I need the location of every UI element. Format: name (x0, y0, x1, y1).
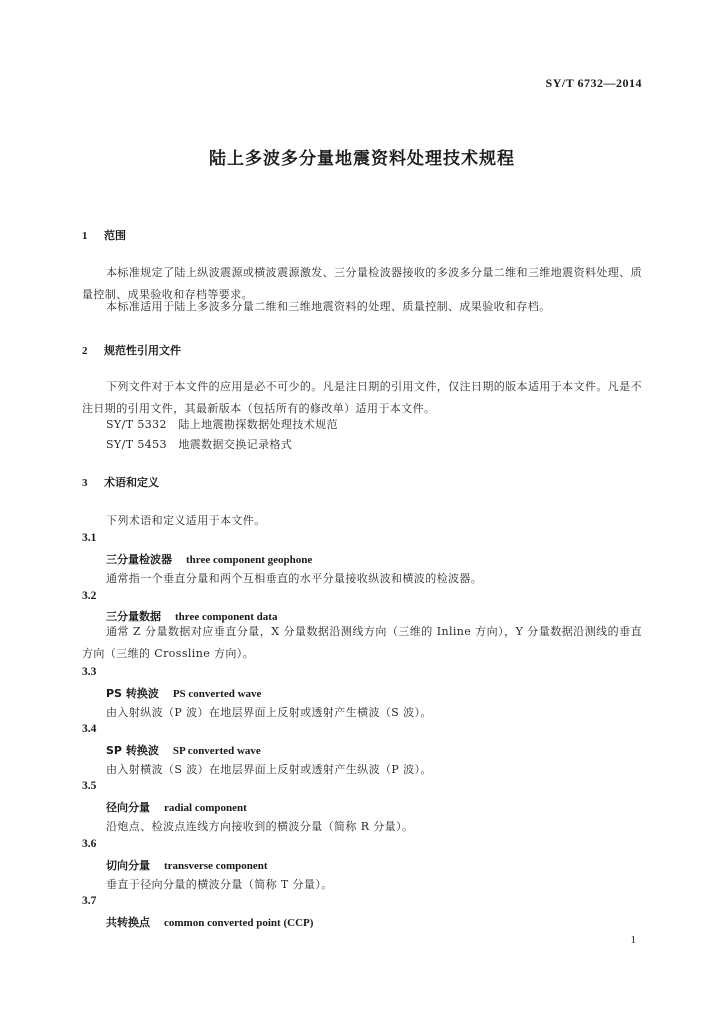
term-english: common converted point (CCP) (164, 917, 314, 929)
section-title: 术语和定义 (104, 476, 159, 489)
term-english: transverse component (164, 860, 268, 872)
section-heading (82, 342, 181, 358)
term-number: 3.3 (82, 666, 97, 678)
term-number: 3.7 (82, 895, 97, 907)
term-definition: 通常指一个垂直分量和两个互相垂直的水平分量接收纵波和横波的检波器。 (106, 572, 483, 585)
term-chinese: 共转换点 (106, 916, 150, 929)
term-english: three component data (175, 611, 278, 623)
term-heading (106, 857, 268, 873)
standard-code: SY/T 6732—2014 (545, 76, 642, 90)
term-chinese: 三分量数据 (106, 610, 161, 623)
reference-item: SY/T 5453 地震数据交换记录格式 (106, 438, 293, 451)
section-number: 1 (82, 230, 88, 242)
term-english: radial component (164, 802, 247, 814)
paragraph: 下列文件对于本文件的应用是必不可少的。凡是注日期的引用文件，仅注日期的版本适用于本文件。凡是不注日期的引用文件，其最新版本（包括所有的修改单）适用于本文件。 (82, 380, 642, 415)
term-heading (106, 685, 261, 701)
paragraph: 下列术语和定义适用于本文件。 (106, 514, 266, 527)
term-definition: 由入射横波（S 波）在地层界面上反射或透射产生纵波（P 波）。 (106, 763, 432, 776)
paragraph: 本标准规定了陆上纵波震源或横波震源激发、三分量检波器接收的多波多分量二维和三维地震资料处理、质量控制、成果验收和存档等要求。 (82, 266, 642, 301)
section-number: 2 (82, 345, 88, 357)
term-definition: 垂直于径向分量的横波分量（简称 T 分量）。 (106, 878, 333, 891)
term-number: 3.5 (82, 780, 97, 792)
term-number: 3.6 (82, 838, 97, 850)
term-number: 3.4 (82, 723, 97, 735)
term-chinese: SP 转换波 (106, 744, 159, 757)
page-number: 1 (630, 934, 636, 946)
reference-item: SY/T 5332 陆上地震勘探数据处理技术规范 (106, 418, 338, 431)
document-title: 陆上多波多分量地震资料处理技术规程 (209, 149, 515, 169)
term-chinese: 三分量检波器 (106, 553, 172, 566)
term-heading (106, 799, 247, 815)
section-title: 范围 (104, 229, 126, 242)
term-heading (106, 742, 261, 758)
section-heading (82, 227, 126, 243)
term-chinese: 径向分量 (106, 801, 150, 814)
paragraph: 本标准适用于陆上多波多分量二维和三维地震资料的处理、质量控制、成果验收和存档。 (106, 300, 551, 313)
term-heading (106, 914, 313, 930)
term-definition: 沿炮点、检波点连线方向接收到的横波分量（简称 R 分量）。 (106, 820, 414, 833)
term-definition: 由入射纵波（P 波）在地层界面上反射或透射产生横波（S 波）。 (106, 706, 432, 719)
section-number: 3 (82, 477, 88, 489)
section-title: 规范性引用文件 (104, 344, 181, 357)
term-heading (106, 551, 312, 567)
term-number: 3.2 (82, 590, 97, 602)
term-chinese: 切向分量 (106, 859, 150, 872)
term-chinese: PS 转换波 (106, 687, 159, 700)
term-definition: 通常 Z 分量数据对应垂直分量，X 分量数据沿测线方向（三维的 Inline 方向），Y 分量数据沿测线的垂直方向（三维的 Crossline 方向）。 (82, 625, 642, 660)
term-number: 3.1 (82, 532, 97, 544)
term-english: SP converted wave (172, 745, 261, 757)
term-english: three component geophone (186, 554, 313, 566)
section-heading (82, 474, 159, 490)
term-english: PS converted wave (172, 688, 262, 700)
